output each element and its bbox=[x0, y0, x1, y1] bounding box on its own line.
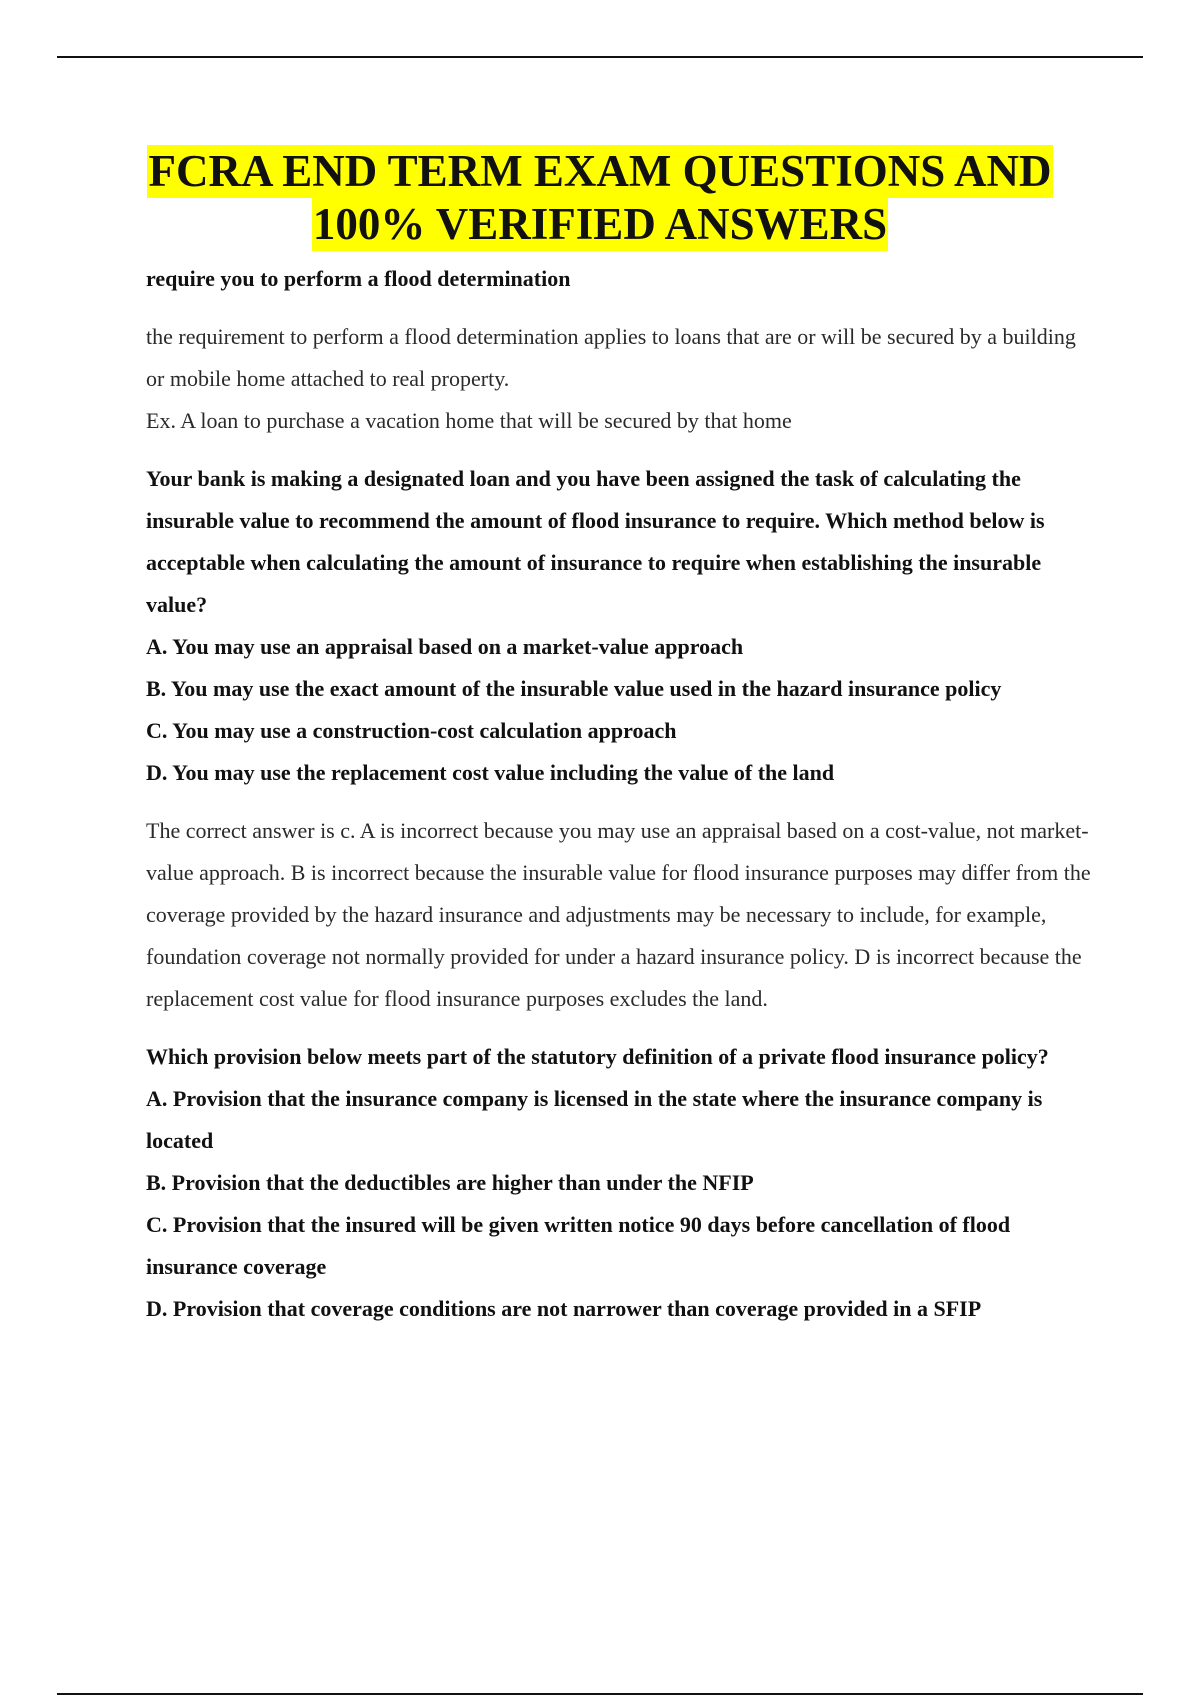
answer-2: The correct answer is c. A is incorrect because you may use an appraisal based on a cost-value, not market-value approach. B is incorrect because the insurable value for flood insurance purposes may differ from the coverage provided by the hazard insurance and adjustments may be necessary to include, for example, foundation coverage not normally provided for under a hazard insurance policy. D is incorrect because the replacement cost value for flood insurance purposes excludes the land. bbox=[146, 818, 1091, 1011]
question-2-option-a: A. You may use an appraisal based on a market-value approach bbox=[146, 634, 744, 659]
question-3-option-a: A. Provision that the insurance company is licensed in the state where the insurance company is located bbox=[146, 1086, 1043, 1153]
document-title bbox=[60, 145, 1140, 251]
question-1: require you to perform a flood determination bbox=[146, 266, 571, 291]
question-2-option-b: B. You may use the exact amount of the insurable value used in the hazard insurance policy bbox=[146, 676, 1002, 701]
question-3: Which provision below meets part of the statutory definition of a private flood insurance policy? bbox=[146, 1044, 1049, 1069]
question-2: Your bank is making a designated loan and you have been assigned the task of calculating the insurable value to recommend the amount of flood insurance to require. Which method below is acceptable when calculating the amount of insurance to require when establishing the insurable value? bbox=[146, 466, 1045, 617]
question-3-option-d: D. Provision that coverage conditions are not narrower than coverage provided in a SFIP bbox=[146, 1296, 982, 1321]
footer-rule bbox=[57, 1693, 1143, 1695]
question-2-option-d: D. You may use the replacement cost value including the value of the land bbox=[146, 760, 835, 785]
title-line-2: 100% VERIFIED ANSWERS bbox=[312, 199, 888, 249]
question-3-option-b: B. Provision that the deductibles are higher than under the NFIP bbox=[146, 1170, 754, 1195]
header-rule bbox=[57, 56, 1143, 58]
answer-1-line-2: Ex. A loan to purchase a vacation home that will be secured by that home bbox=[146, 408, 792, 433]
answer-1-line-1: the requirement to perform a flood determination applies to loans that are or will be secured by a building or mobile home attached to real property. bbox=[146, 324, 1076, 391]
document-body bbox=[146, 258, 1096, 1330]
title-line-1: FCRA END TERM EXAM QUESTIONS AND bbox=[148, 146, 1052, 196]
question-3-option-c: C. Provision that the insured will be given written notice 90 days before cancellation of flood insurance coverage bbox=[146, 1212, 1011, 1279]
question-2-option-c: C. You may use a construction-cost calculation approach bbox=[146, 718, 677, 743]
